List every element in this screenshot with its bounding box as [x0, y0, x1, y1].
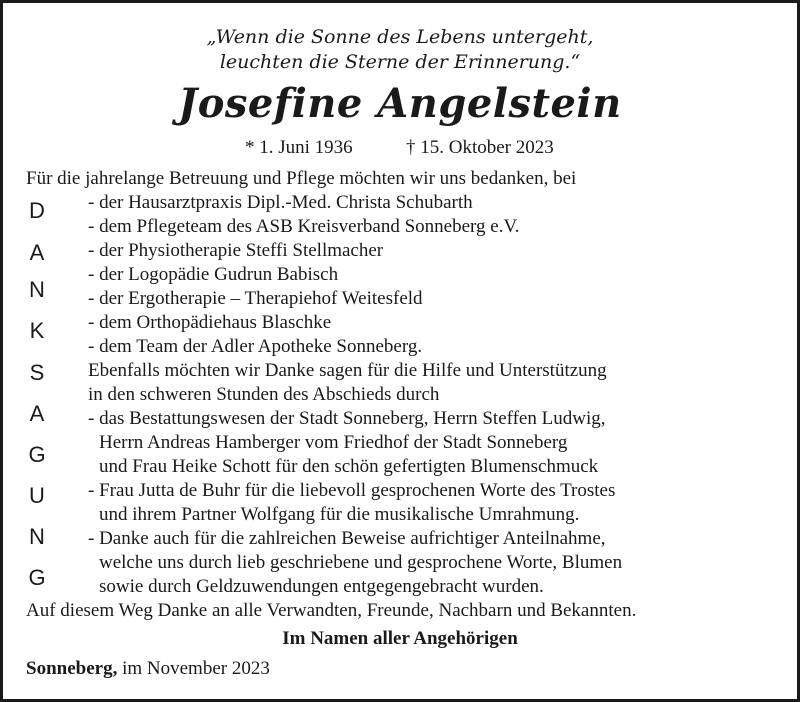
- place-date: [26, 657, 270, 681]
- birth-date: * 1. Juni 1936: [245, 137, 353, 158]
- also-text-line-2: in den schweren Stunden des Abschieds durch: [88, 384, 440, 405]
- signature: Im Namen aller Angehörigen: [282, 628, 518, 649]
- condolences-line-2: welche uns durch lieb geschriebene und gesprochene Worte, Blumen: [99, 552, 623, 573]
- list-item: - der Physiotherapie Steffi Stellmacher: [88, 240, 384, 261]
- vertical-letter: N: [29, 277, 45, 302]
- vertical-letter: N: [29, 524, 45, 549]
- vertical-letter: A: [29, 240, 45, 265]
- also-text-line-1: Ebenfalls möchten wir Danke sagen für die Hilfe und Unterstützung: [88, 360, 607, 381]
- quote-line-2: leuchten die Sterne der Erinnerung.“: [219, 51, 581, 73]
- date: im November 2023: [122, 658, 270, 679]
- vertical-letter: A: [29, 401, 45, 426]
- vertical-letter: K: [29, 318, 45, 343]
- list-item: - der Hausarztpraxis Dipl.-Med. Christa Schubarth: [88, 192, 473, 213]
- funeral-line-2: Herrn Andreas Hamberger vom Friedhof der Stadt Sonneberg: [99, 432, 568, 453]
- speech-line-2: und ihrem Partner Wolfgang für die musikalische Umrahmung.: [99, 504, 580, 525]
- list-item: - dem Pflegeteam des ASB Kreisverband Sonneberg e.V.: [88, 216, 520, 237]
- vertical-letter: G: [28, 565, 46, 590]
- vertical-letter: U: [29, 483, 45, 508]
- list-item: - dem Orthopädiehaus Blaschke: [88, 312, 332, 333]
- list-item: - der Logopädie Gudrun Babisch: [88, 264, 339, 285]
- closing-text: Auf diesem Weg Danke an alle Verwandten, Freunde, Nachbarn und Bekannten.: [26, 600, 637, 621]
- list-item: - dem Team der Adler Apotheke Sonneberg.: [88, 336, 423, 357]
- vertical-letter: D: [29, 198, 45, 223]
- vertical-letter: G: [28, 442, 46, 467]
- place: Sonneberg,: [26, 658, 118, 679]
- funeral-line-3: und Frau Heike Schott für den schön gefertigten Blumenschmuck: [99, 456, 599, 477]
- deceased-name: Josefine Angelstein: [178, 80, 622, 127]
- death-date: † 15. Oktober 2023: [406, 137, 554, 158]
- condolences-line-1: - Danke auch für die zahlreichen Beweise aufrichtiger Anteilnahme,: [88, 528, 606, 549]
- quote-line-1: „Wenn die Sonne des Lebens untergeht,: [206, 26, 594, 48]
- speech-line-1: - Frau Jutta de Buhr für die liebevoll gesprochenen Worte des Trostes: [88, 480, 616, 501]
- intro-text: Für die jahrelange Betreuung und Pflege möchten wir uns bedanken, bei: [26, 168, 577, 189]
- condolences-line-3: sowie durch Geldzuwendungen entgegengebracht wurden.: [99, 576, 544, 597]
- funeral-line-1: - das Bestattungswesen der Stadt Sonneberg, Herrn Steffen Ludwig,: [88, 408, 606, 429]
- vertical-letter: S: [29, 360, 45, 385]
- list-item: - der Ergotherapie – Therapiehof Weitesfeld: [88, 288, 423, 309]
